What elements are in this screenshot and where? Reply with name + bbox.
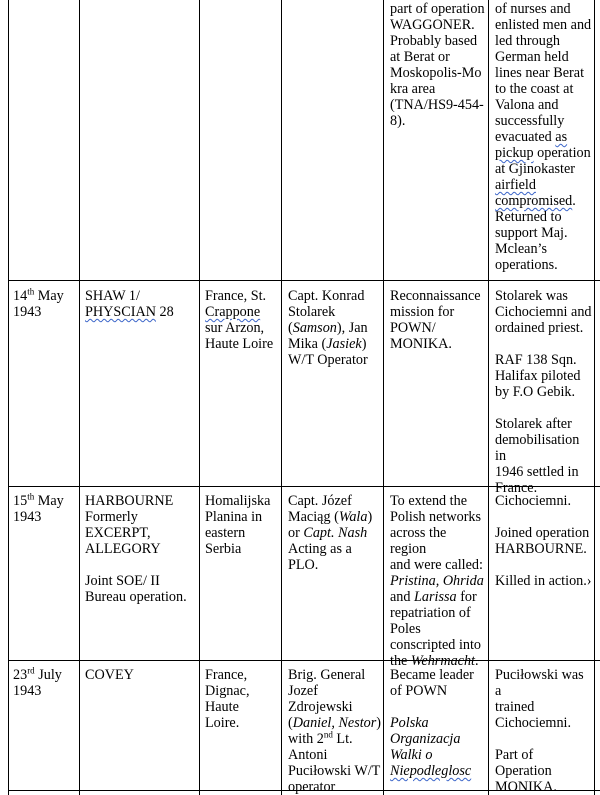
cell-line: Reconnaissance (390, 288, 481, 304)
cell-line: Puciłowski W/T (288, 763, 381, 779)
cell-line: Joint SOE/ II (85, 573, 160, 589)
cell-line: PLO. (288, 557, 319, 573)
cell-line (288, 525, 382, 541)
cell-line: Polish networks (390, 509, 482, 525)
codename-cell (85, 288, 197, 320)
cell-line: (TNA/HS9-454- (390, 97, 484, 113)
cell-line: COVEY (85, 667, 134, 683)
codename-italic: Capt. Nash (303, 525, 368, 541)
cell-line: WAGGONER. (390, 17, 475, 33)
cell-line: Stolarek was (495, 288, 568, 304)
cell-line: at Berat or (390, 49, 450, 65)
column-divider (199, 0, 200, 795)
column-divider (281, 0, 282, 795)
codename-cell (85, 493, 197, 605)
notes-cell (495, 1, 593, 273)
mission-cell (390, 1, 486, 129)
cell-line: of nurses and (495, 1, 571, 17)
personnel-cell (288, 493, 382, 573)
cell-line: support Maj. (495, 225, 568, 241)
text-run: May (34, 288, 64, 304)
text-run: ), Jan (336, 320, 368, 336)
codename-cell (85, 667, 197, 683)
personnel-cell (288, 667, 382, 795)
cell-line: MONIKA. (495, 779, 557, 795)
cell-line: conscripted into (390, 637, 482, 653)
location-cell (205, 667, 281, 731)
cell-line (85, 304, 197, 320)
text-run: 23 (13, 667, 28, 683)
organization-italic: Polska (390, 715, 429, 731)
cell-line: Dignac, (205, 683, 250, 699)
cell-line: 8). (390, 113, 406, 129)
text-run: . (572, 193, 576, 209)
cell-line: Cichociemni. (495, 715, 572, 731)
cell-line: France. (495, 480, 538, 496)
cell-line: to the coast at (495, 81, 574, 97)
cell-line (288, 320, 382, 336)
cell-line: Probably based (390, 33, 478, 49)
spellcheck-word: compromised (495, 193, 573, 209)
spellcheck-word: as (555, 129, 568, 145)
cell-line: and were called: (390, 557, 483, 573)
column-divider (594, 0, 595, 795)
cell-line: Capt. Konrad (288, 288, 365, 304)
cell-line: 1943 (13, 304, 42, 320)
cell-line: operator (288, 779, 336, 795)
column-divider (383, 0, 384, 795)
cell-line: To extend the (390, 493, 468, 509)
codename-italic: Wala (338, 509, 368, 525)
text-run: 28 (155, 304, 174, 320)
ordinal-suffix: th (27, 286, 35, 297)
notes-cell (495, 667, 593, 795)
cell-line: Valona and (495, 97, 559, 113)
text-run: . (475, 653, 479, 669)
cell-line: Capt. Józef (288, 493, 352, 509)
spellcheck-word: Crappone (205, 304, 261, 320)
organization-italic: Organizacja (390, 731, 461, 747)
text-run: ) (361, 336, 367, 352)
cell-line: Returned to (495, 209, 562, 225)
cell-line: Stolarek (288, 304, 336, 320)
cell-line: Zdrojewski (288, 699, 353, 715)
column-divider (8, 0, 9, 795)
cell-line: ALLEGORY (85, 541, 161, 557)
cell-line: Haute (205, 699, 239, 715)
cell-line: Planina in (205, 509, 263, 525)
cell-line: Cichociemni. (495, 493, 572, 509)
notes-cell (495, 493, 593, 589)
row-divider (8, 280, 600, 281)
cell-line: 1943 (13, 683, 42, 699)
organization-italic: Walki o (390, 747, 433, 763)
column-divider (488, 0, 489, 795)
cell-line: Acting as a (288, 541, 352, 557)
cell-line: by F.O Gebik. (495, 384, 576, 400)
cell-line: eastern (205, 525, 246, 541)
cell-line: Bureau operation. (85, 589, 187, 605)
cell-line: lines near Berat (495, 65, 585, 81)
cell-line: France, St. (205, 288, 267, 304)
date-cell (13, 667, 77, 699)
cell-line (495, 193, 593, 209)
cell-line: Formerly (85, 509, 138, 525)
text-run: Lt. (332, 731, 353, 747)
cell-line: repatriation of (390, 605, 471, 621)
cell-line: at Gjinokaster (495, 161, 575, 177)
cell-line: Brig. General (288, 667, 366, 683)
codename-italic: Pristina, Ohrida (390, 573, 484, 589)
cell-line: of POWN (390, 683, 448, 699)
cell-line: Moskopolis-Mo (390, 65, 482, 81)
spellcheck-word: airfield (495, 177, 536, 193)
cell-line: led through (495, 33, 561, 49)
text-run: with 2 (288, 731, 324, 747)
codename-italic: Wehrmacht (410, 653, 475, 669)
text-run: 14 (13, 288, 28, 304)
cell-line: POWN/ (390, 320, 436, 336)
cell-line: sur Arzon, (205, 320, 265, 336)
cell-line: France, (205, 667, 248, 683)
codename-italic: Jasiek (326, 336, 362, 352)
cell-line (13, 667, 77, 683)
ordinal-suffix: nd (323, 729, 333, 740)
cell-line (390, 589, 486, 605)
cell-line: Homalijska (205, 493, 271, 509)
notes-cell (495, 288, 593, 496)
text-run: operation (533, 145, 591, 161)
text-run: and (390, 589, 415, 605)
cell-line (288, 509, 382, 525)
spellcheck-word: pickup (495, 145, 534, 161)
codename-italic: Larissa (414, 589, 457, 605)
location-cell (205, 493, 281, 557)
mission-cell (390, 667, 486, 779)
cell-line: successfully (495, 113, 565, 129)
cell-line: Serbia (205, 541, 242, 557)
date-cell (13, 288, 77, 320)
text-run: for (456, 589, 477, 605)
cell-line: enlisted men and (495, 17, 592, 33)
text-run: ) (376, 715, 382, 731)
cell-line (390, 715, 486, 731)
cell-line (390, 731, 486, 747)
cell-line: Became leader (390, 667, 474, 683)
cell-line: 1943 (13, 509, 42, 525)
cell-line (495, 129, 593, 145)
ordinal-suffix: rd (27, 665, 35, 676)
text-run: ) (367, 509, 373, 525)
text-run: Mika ( (288, 336, 327, 352)
text-run: evacuated (495, 129, 556, 145)
codename-italic: Samson (292, 320, 337, 336)
cell-line: kra area (390, 81, 436, 97)
cell-line: German held (495, 49, 569, 65)
text-run: ( (288, 320, 293, 336)
cell-line (390, 573, 486, 589)
cell-line (13, 493, 77, 509)
cell-line: across the region (390, 525, 447, 557)
cell-line: Halifax piloted (495, 368, 581, 384)
cell-line: Joined operation (495, 525, 590, 541)
cell-line: Puciłowski was a (495, 667, 584, 699)
text-run: July (34, 667, 62, 683)
column-divider (79, 0, 80, 795)
cell-line: HARBOURNE. (495, 541, 587, 557)
cell-line: Haute Loire (205, 336, 274, 352)
cell-line: operations. (495, 257, 558, 273)
cell-line (288, 336, 382, 352)
mission-cell (390, 288, 486, 352)
text-run: Maciąg ( (288, 509, 339, 525)
cell-line: Killed in action.› (495, 573, 592, 589)
cell-line: HARBOURNE (85, 493, 174, 509)
cell-line: W/T Operator (288, 352, 368, 368)
text-run: or (288, 525, 304, 541)
cell-line: Jozef (288, 683, 318, 699)
personnel-cell (288, 288, 382, 368)
date-cell (13, 493, 77, 525)
mission-cell (390, 493, 486, 669)
cell-line: Poles (390, 621, 421, 637)
cell-line: Loire. (205, 715, 240, 731)
cell-line: EXCERPT, (85, 525, 151, 541)
cell-line: Antoni (288, 747, 328, 763)
cell-line (13, 288, 77, 304)
cell-line: SHAW 1/ (85, 288, 140, 304)
cell-line (390, 763, 486, 779)
cell-line: MONIKA. (390, 336, 452, 352)
row-divider (8, 660, 600, 661)
ordinal-suffix: th (27, 491, 35, 502)
cell-line: trained (495, 699, 535, 715)
cell-line: part of operation (390, 1, 485, 17)
cell-line: Part of Operation (495, 747, 552, 779)
cell-line (390, 747, 486, 763)
text-run: ( (288, 715, 293, 731)
cell-line (288, 731, 382, 747)
location-cell (205, 288, 281, 352)
cell-line: ordained priest. (495, 320, 584, 336)
spellcheck-word: Niepodleglosc (390, 763, 472, 779)
cell-line (288, 715, 382, 731)
cell-line: mission for (390, 304, 455, 320)
spellcheck-word: PHYSCIAN (85, 304, 156, 320)
text-run: the (390, 653, 411, 669)
cell-line: RAF 138 Sqn. (495, 352, 577, 368)
cell-line: demobilisation in (495, 432, 580, 464)
text-run: May (34, 493, 64, 509)
cell-line: Mclean’s (495, 241, 548, 257)
text-run: 15 (13, 493, 28, 509)
cell-line: 1946 settled in (495, 464, 579, 480)
cell-line: Cichociemni and (495, 304, 592, 320)
cell-line (495, 145, 593, 161)
cell-line: Stolarek after (495, 416, 572, 432)
codename-italic: Daniel, Nestor (292, 715, 377, 731)
